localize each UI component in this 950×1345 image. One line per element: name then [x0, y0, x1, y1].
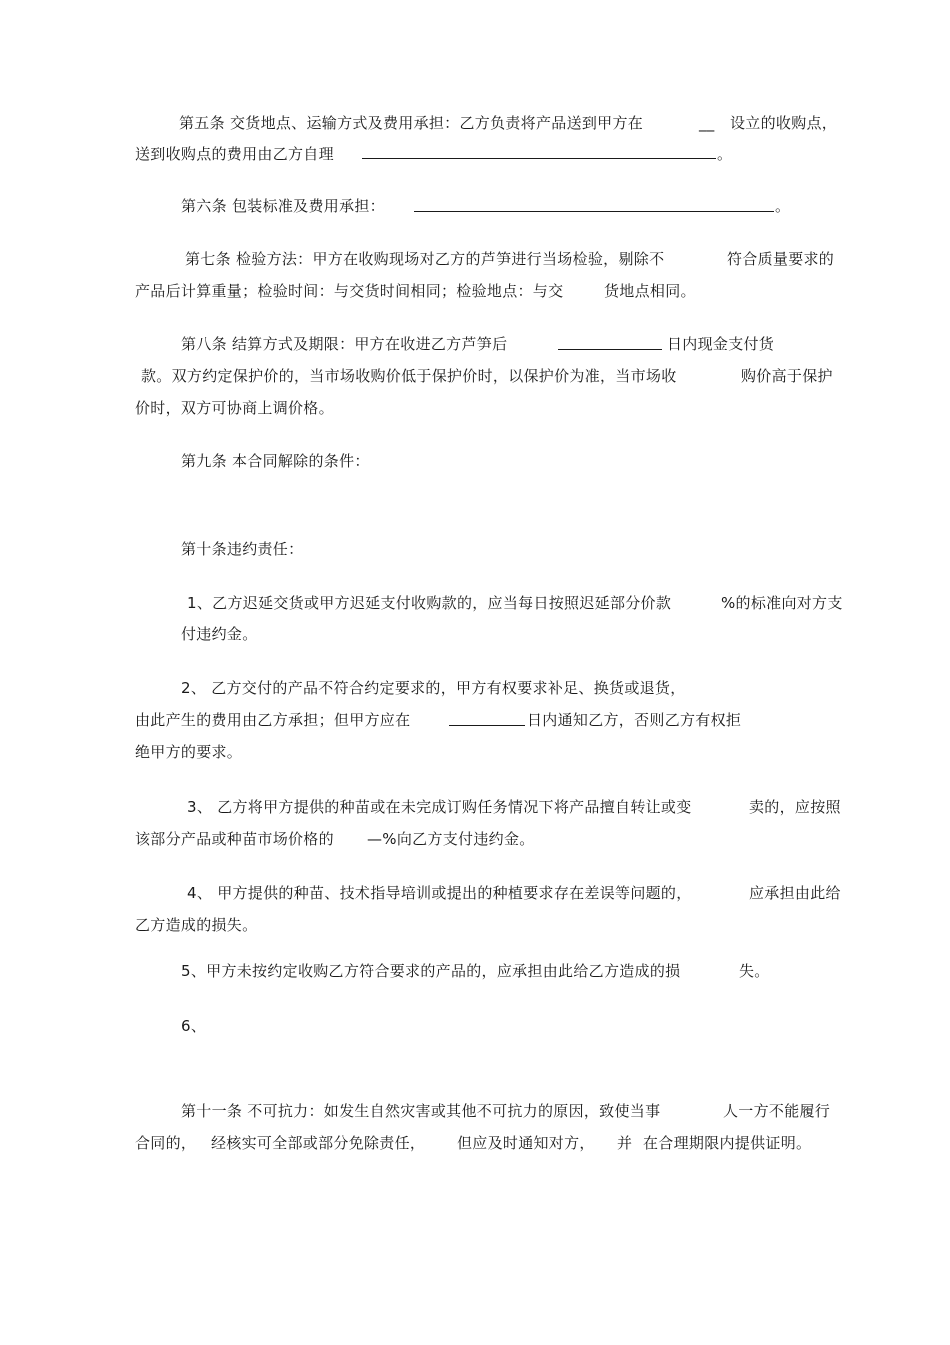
article-8-line3: 价时，双方可协商上调价格。	[135, 399, 334, 417]
article-10-item-2-line2-end: 日内通知乙方，否则乙方有权拒	[527, 711, 742, 729]
article-11-line2-d: 并	[617, 1134, 633, 1152]
article-8-line2: 款。双方约定保护价的，当市场收购价低于保护价时，以保护价为准，当市场收	[141, 367, 677, 385]
article-7-line2: 产品后计算重量；检验时间：与交货时间相同；检验地点：与交	[135, 282, 564, 300]
article-11-line2-c: 但应及时通知对方，	[457, 1134, 595, 1152]
article-10-item-4-end: 应承担由此给	[749, 884, 841, 902]
article-10-item-2: 2、 乙方交付的产品不符合约定要求的，甲方有权要求补足、换货或退货，	[181, 679, 686, 697]
article-6-line1: 第六条 包装标准及费用承担：	[181, 197, 385, 215]
article-10-title: 第十条违约责任：	[181, 540, 304, 558]
article-11-line2-b: 经核实可全部或部分免除责任，	[211, 1134, 426, 1152]
article-8-line1: 第八条 结算方式及期限：甲方在收进乙方芦笋后	[181, 335, 508, 353]
blank-packaging	[414, 211, 774, 212]
article-10-item-1-rate: %的标准向对方支	[721, 594, 843, 612]
article-7-line1-end: 符合质量要求的	[727, 250, 835, 268]
article-10-item-3-end: 卖的，应按照	[749, 798, 841, 816]
article-10-item-5: 5、甲方未按约定收购乙方符合要求的产品的，应承担由此给乙方造成的损	[181, 962, 681, 980]
article-9-line1: 第九条 本合同解除的条件：	[181, 452, 370, 470]
article-11-line2-a: 合同的，	[135, 1134, 197, 1152]
article-10-item-3: 3、 乙方将甲方提供的种苗或在未完成订购任务情况下将产品擅自转让或变	[187, 798, 692, 816]
blank-payment-days	[558, 349, 662, 350]
article-8-line2-end: 购价高于保护	[741, 367, 833, 385]
blank-notice-days	[449, 725, 525, 726]
article-5-line2-end: 。	[717, 145, 733, 163]
article-10-item-3-line2-end: —%向乙方支付违约金。	[367, 830, 535, 848]
article-7-line2-end: 货地点相同。	[604, 282, 696, 300]
article-10-item-4: 4、 甲方提供的种苗、技术指导培训或提出的种植要求存在差误等问题的，	[187, 884, 692, 902]
article-11-line1-end: 人一方不能履行	[723, 1102, 831, 1120]
article-6-line1-end: 。	[775, 197, 791, 215]
article-11-line1: 第十一条 不可抗力：如发生自然灾害或其他不可抗力的原因，致使当事	[181, 1102, 661, 1120]
article-10-item-1-end: 付违约金。	[181, 625, 258, 643]
article-5-line1: 第五条 交货地点、运输方式及费用承担：乙方负责将产品送到甲方在	[179, 114, 644, 132]
article-10-item-3-line2: 该部分产品或种苗市场价格的	[135, 830, 334, 848]
blank-transport-cost	[362, 158, 716, 159]
article-10-item-1: 1、乙方迟延交货或甲方迟延支付收购款的，应当每日按照迟延部分价款	[187, 594, 672, 612]
article-10-item-2-line2: 由此产生的费用由乙方承担；但甲方应在	[135, 711, 411, 729]
article-10-item-5-end: 失。	[739, 962, 770, 980]
article-5-line2: 送到收购点的费用由乙方自理	[135, 145, 334, 163]
article-10-item-6: 6、	[181, 1017, 207, 1035]
article-7-line1: 第七条 检验方法：甲方在收购现场对乙方的芦笋进行当场检验，剔除不	[185, 250, 665, 268]
article-5-line1-end: 设立的收购点，	[730, 114, 838, 132]
article-8-line1-end: 日内现金支付货	[667, 335, 775, 353]
article-10-item-4-line2: 乙方造成的损失。	[135, 916, 258, 934]
article-10-item-2-line3: 绝甲方的要求。	[135, 743, 243, 761]
blank-delivery-location: __	[699, 114, 715, 132]
article-11-line2-e: 在合理期限内提供证明。	[643, 1134, 812, 1152]
